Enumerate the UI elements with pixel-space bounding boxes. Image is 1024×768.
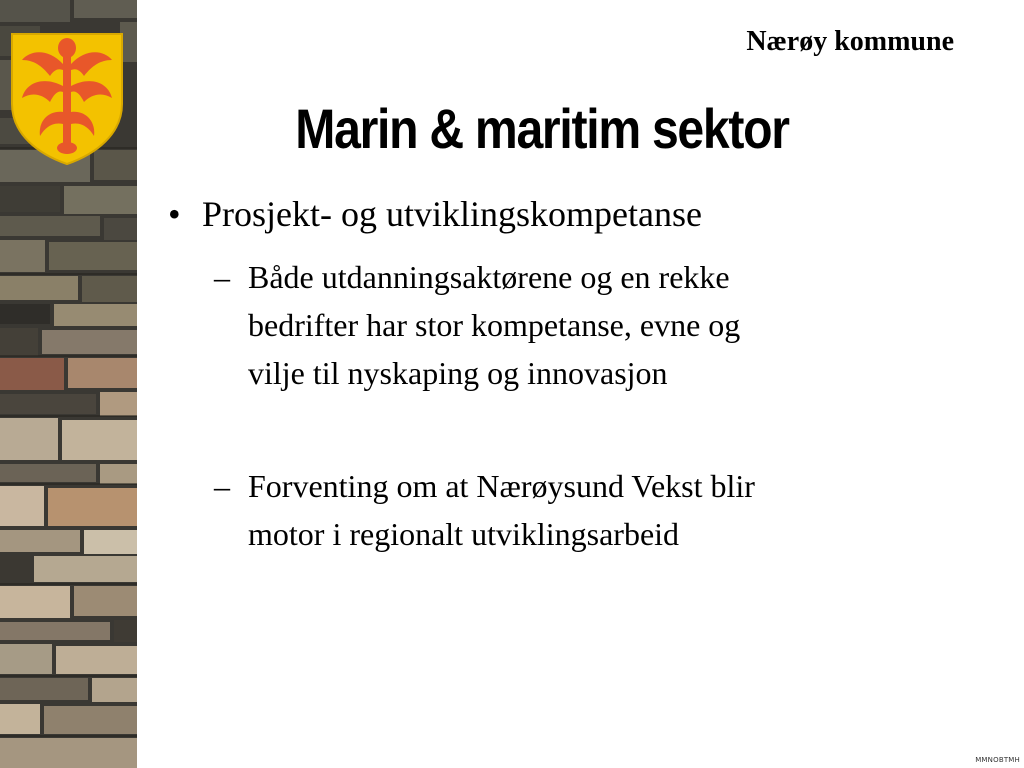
sub-bullet-line: bedrifter har stor kompetanse, evne og [248,307,741,343]
footer-code: MMNOBTMH [975,756,1020,764]
bullet-item [168,190,702,238]
sub-bullet-line: motor i regionalt utviklingsarbeid [248,516,680,552]
dash-marker: – [214,468,230,504]
sub-bullet-line: Både utdanningsaktørene og en rekke [248,259,730,295]
sub-bullet-line: vilje til nyskaping og innovasjon [248,355,668,391]
sub-bullet-item [214,462,914,558]
bullet-text: Prosjekt- og utviklingskompetanse [202,194,702,234]
municipality-name: Nærøy kommune [746,26,954,57]
sub-bullet-item [214,253,914,397]
dash-marker: – [214,259,230,295]
sub-bullet-line: Forventing om at Nærøysund Vekst blir [248,468,755,504]
coat-of-arms-icon [8,30,126,168]
slide-title: Marin & maritim sektor [295,97,789,160]
bullet-marker: • [168,194,181,234]
